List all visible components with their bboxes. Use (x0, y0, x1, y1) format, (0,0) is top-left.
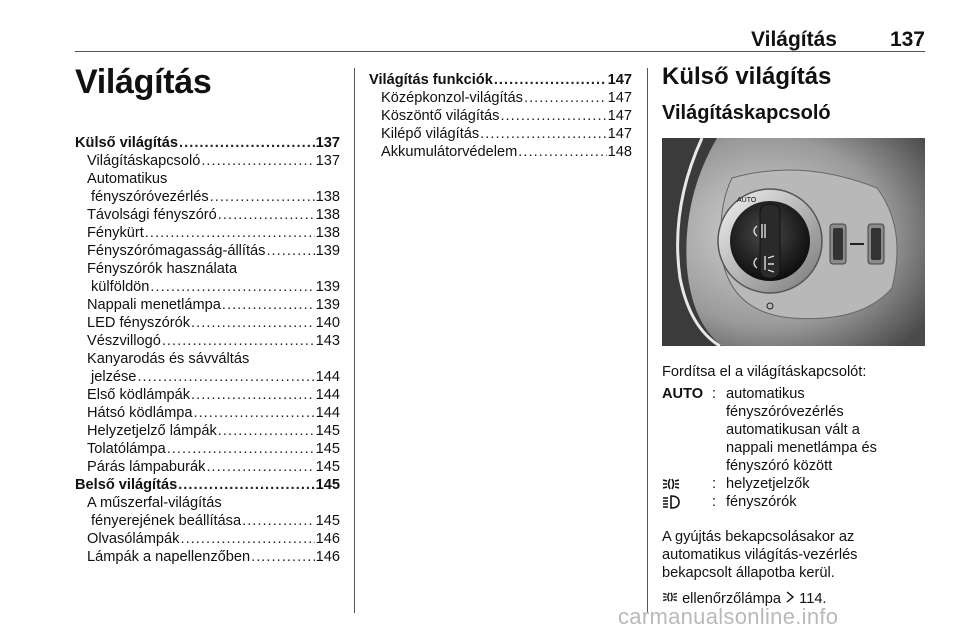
toc-entry[interactable]: Középkonzol-világítás . . . 147 (369, 89, 632, 107)
toc-page-number: 139 (315, 297, 340, 313)
toc-page-number: 146 (315, 531, 340, 547)
toc-heading[interactable]: Világítás funkciók . . . 147 (369, 71, 632, 89)
toc-entry[interactable]: Párás lámpaburák . . . 145 (75, 458, 340, 476)
position-headlights: : fényszórók (662, 493, 925, 511)
toc-leader-dots (210, 188, 315, 206)
toc-page-number: 147 (607, 126, 632, 142)
toc-leader-dots (500, 107, 606, 125)
toc-heading[interactable]: Külső világítás . . . 137 (75, 134, 340, 152)
toc-page-number: 138 (315, 207, 340, 223)
toc-entry[interactable]: Kilépő világítás . . . 147 (369, 125, 632, 143)
toc-entry[interactable]: Fénykürt . . . 138 (75, 224, 340, 242)
control-indicator-reference: ellenőrzőlámpa 114. (662, 590, 925, 608)
toc-entry[interactable]: Első ködlámpák . . . 144 (75, 386, 340, 404)
toc-leader-dots (218, 422, 315, 440)
section-title: Külső világítás (662, 63, 832, 90)
parking-light-indicator-icon (662, 591, 678, 603)
page-number: 137 (889, 28, 925, 51)
toc-entry[interactable]: Olvasólámpák . . . 146 (75, 530, 340, 548)
toc-page-number: 140 (315, 315, 340, 331)
toc-leader-dots (242, 512, 315, 530)
toc-entry[interactable]: Lámpák a napellenzőben . . . 146 (75, 548, 340, 566)
toc-page-number: 146 (315, 549, 340, 565)
toc-page-number: 145 (315, 423, 340, 439)
toc-leader-dots (206, 458, 314, 476)
toc-entry-label: Automatikus (87, 171, 168, 187)
toc-page-number: 144 (315, 405, 340, 421)
toc-column-1 (75, 62, 340, 566)
page-header (75, 28, 925, 52)
toc-entry[interactable]: LED fényszórók . . . 140 (75, 314, 340, 332)
toc-entry[interactable]: fényerejének beállítása . . . 145 (75, 512, 340, 530)
toc-leader-dots (191, 314, 315, 332)
toc-entry[interactable]: Világításkapcsoló . . . 137 (75, 152, 340, 170)
parking-light-icon (662, 475, 712, 493)
toc-page-number: 147 (607, 72, 632, 88)
toc-entry-label: Kanyarodás és sávváltás (87, 351, 250, 367)
column-divider-2 (647, 68, 648, 613)
toc-entry-label: A műszerfal-világítás (87, 495, 222, 511)
toc-page-number: 137 (315, 153, 340, 169)
toc-leader-dots (145, 224, 315, 242)
toc-leader-dots (179, 134, 315, 152)
toc-entry[interactable]: jelzése . . . 144 (75, 368, 340, 386)
toc-page-number: 138 (315, 225, 340, 241)
toc-leader-dots (524, 89, 607, 107)
header-rule (75, 51, 925, 52)
toc-entry-label: Fényszórók használata (87, 261, 238, 277)
toc-leader-dots (251, 548, 315, 566)
toc-leader-dots (201, 152, 314, 170)
watermark: carmanualsonline.info (618, 604, 839, 629)
light-switch-photo (662, 138, 925, 346)
page-reference-arrow-icon (785, 591, 795, 603)
switch-positions-list (662, 385, 925, 511)
toc-column-2 (369, 71, 632, 161)
term-auto: AUTO (662, 386, 704, 402)
toc-page-number: 137 (315, 135, 340, 151)
toc-leader-dots (218, 206, 315, 224)
toc-entry[interactable]: Nappali menetlámpa . . . 139 (75, 296, 340, 314)
toc-page-number: 138 (315, 189, 340, 205)
toc-page-number: 147 (607, 90, 632, 106)
toc-entry[interactable]: Vészvillogó . . . 143 (75, 332, 340, 350)
toc-page-number: 145 (315, 477, 340, 493)
toc-entry[interactable]: Akkumulátorvédelem . . . 148 (369, 143, 632, 161)
toc-leader-dots (178, 476, 314, 494)
toc-page-number: 144 (315, 369, 340, 385)
toc-leader-dots (150, 278, 314, 296)
toc-entry[interactable]: Fényszórómagasság-állítás . . . 139 (75, 242, 340, 260)
toc-leader-dots (222, 296, 315, 314)
running-title: Világítás (751, 28, 837, 51)
toc-leader-dots (162, 332, 315, 350)
position-parking-lights: : helyzetjelzők (662, 475, 925, 493)
toc-leader-dots (480, 125, 606, 143)
toc-leader-dots (180, 530, 314, 548)
toc-leader-dots (494, 71, 607, 89)
toc-heading[interactable]: Belső világítás . . . 145 (75, 476, 340, 494)
table-of-contents (75, 134, 340, 566)
toc-entry[interactable]: Távolsági fényszóró . . . 138 (75, 206, 340, 224)
subsection-title: Világításkapcsoló (662, 102, 831, 124)
intro-text: Fordítsa el a világításkapcsolót: (662, 364, 867, 380)
toc-entry[interactable]: fényszóróvezérlés . . . 138 (75, 188, 340, 206)
toc-leader-dots (167, 440, 315, 458)
toc-page-number: 145 (315, 441, 340, 457)
toc-page-number: 145 (315, 459, 340, 475)
toc-entry[interactable]: külföldön . . . 139 (75, 278, 340, 296)
toc-leader-dots (191, 386, 315, 404)
toc-leader-dots (137, 368, 314, 386)
position-auto: AUTO : automatikus fényszóróvezérlés automatikusan vált a nappali menetlámpa és fényszóró között (662, 386, 877, 474)
toc-page-number: 144 (315, 387, 340, 403)
ignition-paragraph: A gyújtás bekapcsolásakor az automatikus világítás-vezérlés bekapcsolt állapotba kerül. (662, 529, 858, 581)
toc-page-number: 145 (315, 513, 340, 529)
toc-entry[interactable]: Helyzetjelző lámpák . . . 145 (75, 422, 340, 440)
toc-entry[interactable]: Hátsó ködlámpa . . . 144 (75, 404, 340, 422)
toc-page-number: 143 (315, 333, 340, 349)
toc-entry[interactable]: Köszöntő világítás . . . 147 (369, 107, 632, 125)
toc-page-number: 148 (607, 144, 632, 160)
toc-entry[interactable]: Tolatólámpa . . . 145 (75, 440, 340, 458)
toc-page-number: 139 (315, 279, 340, 295)
chapter-title: Világítás (75, 63, 212, 101)
page-reference-link[interactable]: 114. (799, 591, 827, 607)
toc-page-number: 147 (607, 108, 632, 124)
toc-leader-dots (193, 404, 314, 422)
toc-leader-dots (518, 143, 606, 161)
column-divider-1 (354, 68, 355, 613)
table-of-contents-continued (369, 71, 632, 161)
content-column (662, 62, 925, 608)
photo-auto-label: AUTO (737, 197, 757, 204)
headlight-icon (662, 493, 712, 511)
toc-leader-dots (266, 242, 314, 260)
toc-page-number: 139 (315, 243, 340, 259)
